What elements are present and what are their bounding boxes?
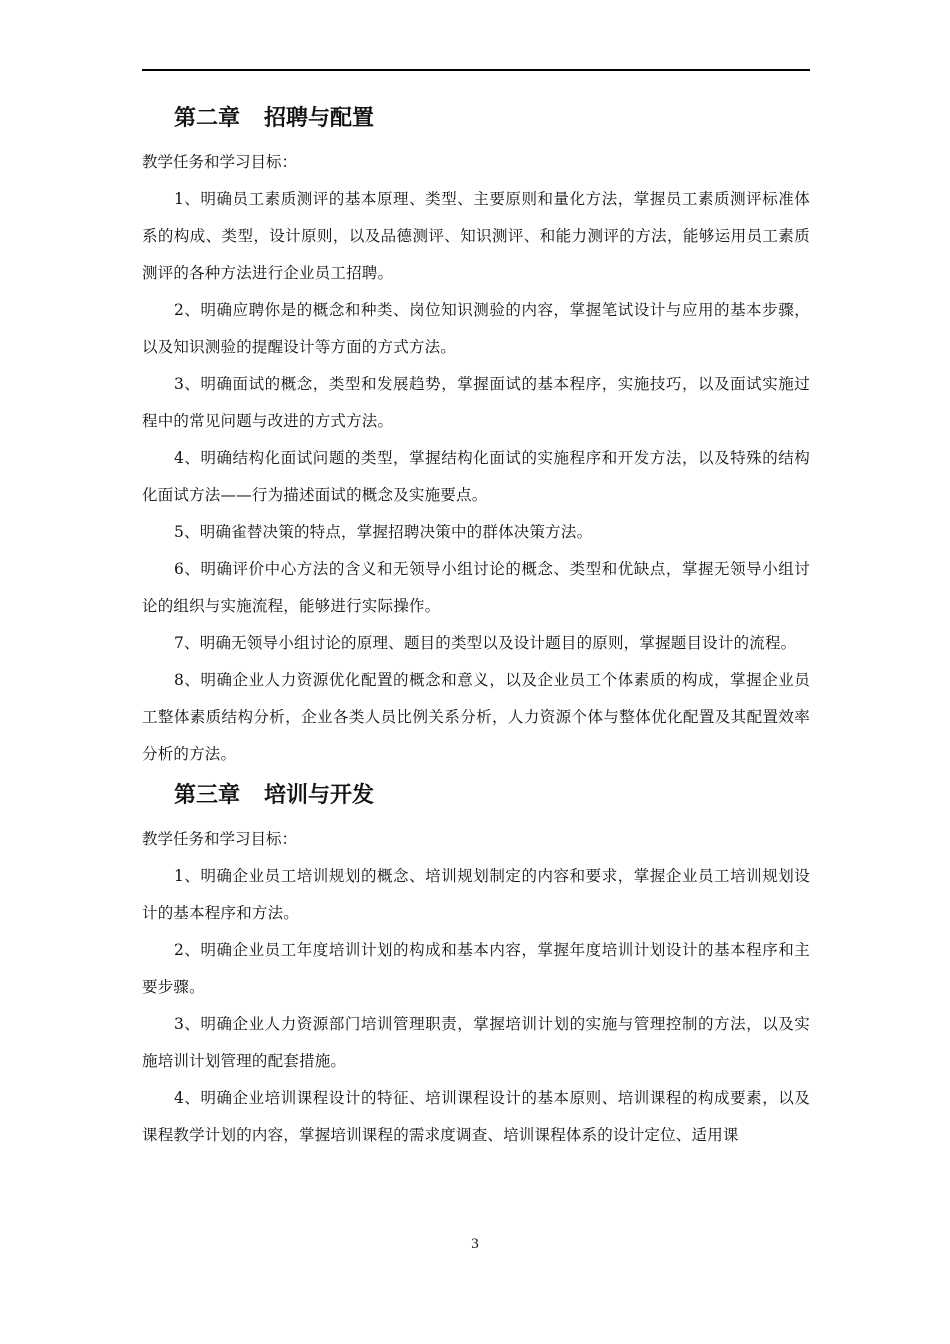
chapter-heading — [142, 781, 810, 811]
section-intro: 教学任务和学习目标： — [142, 830, 298, 848]
header-rule — [142, 69, 810, 71]
chapter-number: 第二章 — [174, 106, 241, 131]
page-body — [142, 96, 810, 1154]
objective-item: 7、明确无领导小组讨论的原理、题目的类型以及设计题目的原则，掌握题目设计的流程。 — [174, 634, 797, 652]
objective-item: 5、明确雀替决策的特点，掌握招聘决策中的群体决策方法。 — [174, 523, 593, 541]
chapter-number: 第三章 — [174, 783, 241, 808]
objective-item: 2、明确应聘你是的概念和种类、岗位知识测验的内容，掌握笔试设计与应用的基本步骤，以及知识测验的提醒设计等方面的方式方法。 — [142, 301, 810, 356]
objective-item: 3、明确企业人力资源部门培训管理职责，掌握培训计划的实施与管理控制的方法，以及实施培训计划管理的配套措施。 — [142, 1015, 810, 1070]
page-number: 3 — [471, 1236, 479, 1252]
objective-item: 3、明确面试的概念，类型和发展趋势，掌握面试的基本程序，实施技巧，以及面试实施过程中的常见问题与改进的方式方法。 — [142, 375, 810, 430]
objective-item: 1、明确员工素质测评的基本原理、类型、主要原则和量化方法，掌握员工素质测评标准体系的构成、类型，设计原则，以及品德测评、知识测评、和能力测评的方法，能够运用员工素质测评的各种方法进行企业员工招聘。 — [142, 190, 810, 282]
objective-item: 1、明确企业员工培训规划的概念、培训规划制定的内容和要求，掌握企业员工培训规划设计的基本程序和方法。 — [142, 867, 810, 922]
section-intro: 教学任务和学习目标： — [142, 153, 298, 171]
objective-item: 4、明确结构化面试问题的类型，掌握结构化面试的实施程序和开发方法，以及特殊的结构化面试方法——行为描述面试的概念及实施要点。 — [142, 449, 810, 504]
chapter-title: 招聘与配置 — [264, 106, 375, 131]
chapter-title: 培训与开发 — [264, 783, 375, 808]
chapter-heading — [142, 104, 810, 134]
objective-item: 6、明确评价中心方法的含义和无领导小组讨论的概念、类型和优缺点，掌握无领导小组讨论的组织与实施流程，能够进行实际操作。 — [142, 560, 810, 615]
objective-item: 4、明确企业培训课程设计的特征、培训课程设计的基本原则、培训课程的构成要素，以及课程教学计划的内容，掌握培训课程的需求度调查、培训课程体系的设计定位、适用课 — [142, 1089, 810, 1144]
objective-item: 2、明确企业员工年度培训计划的构成和基本内容，掌握年度培训计划设计的基本程序和主要步骤。 — [142, 941, 810, 996]
objective-item: 8、明确企业人力资源优化配置的概念和意义，以及企业员工个体素质的构成，掌握企业员工整体素质结构分析，企业各类人员比例关系分析，人力资源个体与整体优化配置及其配置效率分析的方法。 — [142, 671, 810, 763]
